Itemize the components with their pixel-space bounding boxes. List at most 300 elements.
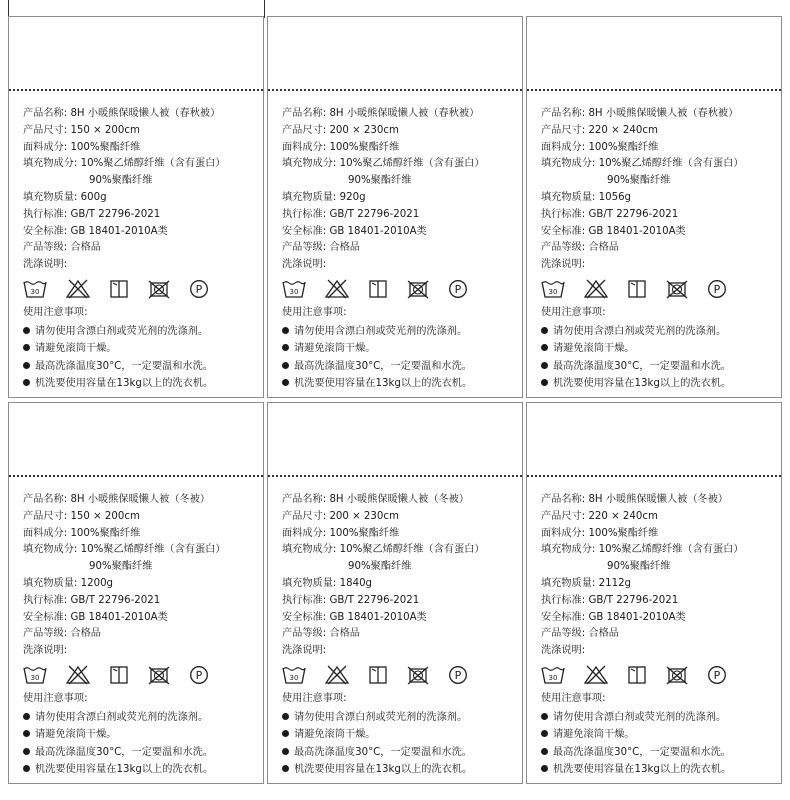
- list-item: [23, 324, 257, 341]
- bullet-icon: [23, 327, 30, 334]
- wash-30-icon: [541, 665, 565, 685]
- svg-text:30: 30: [30, 287, 40, 296]
- field-name: 产品名称:: [282, 108, 327, 119]
- no-bleach-icon: [584, 279, 608, 299]
- line-dry-icon: [109, 665, 129, 685]
- bullet-icon: [23, 379, 30, 386]
- svg-text:P: P: [195, 282, 203, 296]
- standard-row: [282, 207, 516, 224]
- field-filling: 填充物成分:: [282, 544, 337, 556]
- field-fabric: 面料成分:: [282, 527, 327, 539]
- field-grade-val: 合格品: [588, 242, 619, 254]
- bullet-icon: [541, 379, 548, 386]
- filling-row: [541, 542, 775, 559]
- bullet-icon: [541, 327, 548, 334]
- list-item: [23, 341, 257, 358]
- field-name: 产品名称:: [23, 494, 68, 505]
- field-filling: 填充物成分:: [23, 544, 78, 556]
- filling-weight-row: [541, 576, 775, 593]
- product-name-row: [23, 106, 257, 123]
- field-notes-title: 使用注意事项:: [282, 692, 347, 704]
- field-name-val: 8H 小暖熊保暖懒人被（冬被）: [588, 494, 729, 505]
- list-item: [23, 359, 257, 376]
- dry-clean-p-icon: [189, 279, 209, 299]
- safety-row: [541, 610, 775, 627]
- note-text: 请勿使用含漂白剂或荧光剂的洗涤剂。: [294, 325, 468, 337]
- bullet-icon: [23, 713, 30, 720]
- list-item: [282, 727, 516, 744]
- list-item: [23, 727, 257, 744]
- fabric-row: [23, 140, 257, 157]
- note-text: 机洗要使用容量在13kg以上的洗衣机。: [294, 763, 473, 775]
- line-dry-icon: [368, 665, 388, 685]
- field-standard: 执行标准:: [282, 594, 327, 606]
- note-text: 请避免滚筒干燥。: [35, 729, 117, 741]
- dry-clean-p-icon: [707, 665, 727, 685]
- field-filling-val2: 90%聚酯纤维: [348, 561, 412, 573]
- list-item: [282, 762, 516, 779]
- dotted-cut-line: [9, 89, 263, 91]
- note-text: 机洗要使用容量在13kg以上的洗衣机。: [35, 377, 214, 389]
- field-fabric: 面料成分:: [282, 141, 327, 153]
- notes-title: [282, 305, 516, 322]
- field-name: 产品名称:: [541, 494, 586, 505]
- field-standard-val: GB/T 22796-2021: [329, 208, 420, 220]
- label-content: [541, 492, 775, 779]
- svg-text:30: 30: [548, 287, 558, 296]
- bullet-icon: [282, 379, 289, 386]
- wash-30-icon: [23, 279, 47, 299]
- field-name-val: 8H 小暖熊保暖懒人被（冬被）: [70, 494, 211, 505]
- grade-row: [282, 240, 516, 257]
- bullet-icon: [282, 765, 289, 772]
- wash-30-icon: [541, 279, 565, 299]
- field-size-val: 200 × 230cm: [329, 124, 399, 136]
- filling-row-2: [23, 559, 257, 576]
- no-tumble-dry-icon: [148, 665, 170, 685]
- list-item: [23, 376, 257, 393]
- notes-list: [23, 710, 257, 780]
- notes-title: [23, 691, 257, 708]
- field-grade: 产品等级:: [541, 628, 586, 640]
- field-notes-title: 使用注意事项:: [541, 692, 606, 704]
- notes-list: [282, 710, 516, 780]
- notes-title: [541, 305, 775, 322]
- note-text: 请避免滚筒干燥。: [294, 343, 376, 355]
- list-item: [541, 710, 775, 727]
- field-fabric: 面料成分:: [541, 527, 586, 539]
- field-wash: 洗涤说明:: [23, 259, 68, 271]
- field-standard-val: GB/T 22796-2021: [70, 208, 161, 220]
- wash-instructions-title: [23, 643, 257, 660]
- product-size-row: [23, 509, 257, 526]
- care-symbols: [282, 662, 516, 688]
- field-grade-val: 合格品: [70, 628, 101, 640]
- field-grade: 产品等级:: [282, 242, 327, 254]
- bullet-icon: [23, 344, 30, 351]
- bullet-icon: [282, 362, 289, 369]
- filling-row: [282, 542, 516, 559]
- field-filling-val2: 90%聚酯纤维: [607, 561, 671, 573]
- care-label-4: [8, 402, 264, 784]
- product-name-row: [541, 492, 775, 509]
- filling-weight-row: [23, 190, 257, 207]
- no-bleach-icon: [66, 665, 90, 685]
- field-name-val: 8H 小暖熊保暖懒人被（春秋被）: [588, 108, 739, 119]
- field-filling-val1: 10%聚乙烯醇纤维（含有蛋白）: [339, 158, 485, 170]
- grade-row: [541, 626, 775, 643]
- no-bleach-icon: [325, 665, 349, 685]
- field-safety: 安全标准:: [541, 225, 586, 237]
- filling-row-2: [541, 173, 775, 190]
- svg-text:P: P: [713, 668, 721, 682]
- no-bleach-icon: [584, 665, 608, 685]
- field-size: 产品尺寸:: [282, 124, 327, 136]
- wash-30-icon: [282, 279, 306, 299]
- field-weight: 填充物质量:: [23, 577, 78, 589]
- wash-30-icon: [282, 665, 306, 685]
- svg-text:30: 30: [548, 673, 558, 682]
- care-label-2: [267, 16, 523, 398]
- field-filling: 填充物成分:: [23, 158, 78, 170]
- field-notes-title: 使用注意事项:: [282, 306, 347, 318]
- field-size-val: 220 × 240cm: [588, 510, 658, 522]
- no-bleach-icon: [66, 279, 90, 299]
- field-size: 产品尺寸:: [23, 124, 68, 136]
- notes-title: [282, 691, 516, 708]
- fabric-row: [541, 526, 775, 543]
- field-weight: 填充物质量:: [541, 191, 596, 203]
- field-filling: 填充物成分:: [541, 544, 596, 556]
- field-fabric-val: 100%聚酯纤维: [70, 527, 141, 539]
- safety-row: [23, 610, 257, 627]
- field-filling-val2: 90%聚酯纤维: [607, 175, 671, 187]
- grade-row: [23, 626, 257, 643]
- standard-row: [282, 593, 516, 610]
- bullet-icon: [23, 362, 30, 369]
- list-item: [541, 359, 775, 376]
- filling-row-2: [541, 559, 775, 576]
- field-fabric-val: 100%聚酯纤维: [329, 527, 400, 539]
- field-standard-val: GB/T 22796-2021: [70, 594, 161, 606]
- field-filling-val1: 10%聚乙烯醇纤维（含有蛋白）: [80, 544, 226, 556]
- standard-row: [541, 593, 775, 610]
- field-safety: 安全标准:: [282, 225, 327, 237]
- note-text: 最高洗涤温度30°C，一定要温和水洗。: [553, 746, 731, 758]
- bullet-icon: [541, 344, 548, 351]
- fabric-row: [282, 526, 516, 543]
- no-tumble-dry-icon: [407, 665, 429, 685]
- safety-row: [541, 224, 775, 241]
- field-wash: 洗涤说明:: [23, 645, 68, 657]
- filling-weight-row: [282, 190, 516, 207]
- label-content: [23, 492, 257, 779]
- field-grade: 产品等级:: [23, 628, 68, 640]
- field-grade: 产品等级:: [541, 242, 586, 254]
- care-label-6: [526, 402, 782, 784]
- field-safety: 安全标准:: [282, 611, 327, 623]
- bullet-icon: [541, 748, 548, 755]
- field-safety: 安全标准:: [23, 611, 68, 623]
- line-dry-icon: [627, 665, 647, 685]
- field-standard-val: GB/T 22796-2021: [588, 594, 679, 606]
- wash-instructions-title: [541, 257, 775, 274]
- list-item: [282, 324, 516, 341]
- product-size-row: [23, 123, 257, 140]
- label-content: [282, 106, 516, 393]
- notes-title: [541, 691, 775, 708]
- list-item: [282, 710, 516, 727]
- notes-list: [541, 324, 775, 394]
- field-fabric-val: 100%聚酯纤维: [588, 141, 659, 153]
- safety-row: [282, 224, 516, 241]
- dotted-cut-line: [268, 89, 522, 91]
- list-item: [282, 376, 516, 393]
- field-filling-val2: 90%聚酯纤维: [89, 175, 153, 187]
- field-filling: 填充物成分:: [282, 158, 337, 170]
- field-fabric: 面料成分:: [541, 141, 586, 153]
- care-symbols: [282, 276, 516, 302]
- bullet-icon: [23, 730, 30, 737]
- field-notes-title: 使用注意事项:: [23, 692, 88, 704]
- field-notes-title: 使用注意事项:: [23, 306, 88, 318]
- note-text: 请勿使用含漂白剂或荧光剂的洗涤剂。: [35, 711, 209, 723]
- bullet-icon: [541, 765, 548, 772]
- product-name-row: [282, 106, 516, 123]
- note-text: 请勿使用含漂白剂或荧光剂的洗涤剂。: [35, 325, 209, 337]
- field-grade-val: 合格品: [70, 242, 101, 254]
- bullet-icon: [282, 344, 289, 351]
- field-filling-val2: 90%聚酯纤维: [348, 175, 412, 187]
- field-name: 产品名称:: [282, 494, 327, 505]
- no-bleach-icon: [325, 279, 349, 299]
- wash-instructions-title: [23, 257, 257, 274]
- filling-row-2: [282, 173, 516, 190]
- list-item: [541, 762, 775, 779]
- field-filling-val1: 10%聚乙烯醇纤维（含有蛋白）: [598, 544, 744, 556]
- field-weight-val: 1056g: [598, 191, 632, 203]
- field-filling-val1: 10%聚乙烯醇纤维（含有蛋白）: [80, 158, 226, 170]
- field-weight-val: 600g: [80, 191, 107, 203]
- note-text: 请勿使用含漂白剂或荧光剂的洗涤剂。: [553, 325, 727, 337]
- field-fabric: 面料成分:: [23, 141, 68, 153]
- field-safety-val: GB 18401-2010A类: [329, 611, 427, 623]
- field-safety-val: GB 18401-2010A类: [588, 611, 686, 623]
- field-grade-val: 合格品: [329, 242, 360, 254]
- filling-weight-row: [541, 190, 775, 207]
- svg-text:30: 30: [289, 287, 299, 296]
- safety-row: [23, 224, 257, 241]
- grade-row: [541, 240, 775, 257]
- bullet-icon: [23, 765, 30, 772]
- list-item: [282, 359, 516, 376]
- field-name: 产品名称:: [23, 108, 68, 119]
- bullet-icon: [282, 730, 289, 737]
- line-dry-icon: [109, 279, 129, 299]
- list-item: [23, 710, 257, 727]
- care-label-1: [8, 16, 264, 398]
- field-weight: 填充物质量:: [282, 577, 337, 589]
- field-safety: 安全标准:: [541, 611, 586, 623]
- field-wash: 洗涤说明:: [541, 645, 586, 657]
- fabric-row: [541, 140, 775, 157]
- product-size-row: [541, 123, 775, 140]
- field-safety-val: GB 18401-2010A类: [588, 225, 686, 237]
- field-standard: 执行标准:: [541, 594, 586, 606]
- care-symbols: [541, 662, 775, 688]
- care-label-3: [526, 16, 782, 398]
- field-weight-val: 920g: [339, 191, 366, 203]
- field-size: 产品尺寸:: [541, 124, 586, 136]
- wash-instructions-title: [282, 257, 516, 274]
- field-weight-val: 1200g: [80, 577, 114, 589]
- field-filling: 填充物成分:: [541, 158, 596, 170]
- note-text: 最高洗涤温度30°C，一定要温和水洗。: [35, 746, 213, 758]
- dry-clean-p-icon: [448, 279, 468, 299]
- bullet-icon: [282, 713, 289, 720]
- filling-weight-row: [282, 576, 516, 593]
- field-weight: 填充物质量:: [23, 191, 78, 203]
- note-text: 最高洗涤温度30°C，一定要温和水洗。: [294, 746, 472, 758]
- no-tumble-dry-icon: [666, 665, 688, 685]
- list-item: [23, 745, 257, 762]
- svg-text:P: P: [713, 282, 721, 296]
- field-size: 产品尺寸:: [541, 510, 586, 522]
- list-item: [282, 341, 516, 358]
- note-text: 最高洗涤温度30°C，一定要温和水洗。: [294, 360, 472, 372]
- no-tumble-dry-icon: [148, 279, 170, 299]
- field-fabric: 面料成分:: [23, 527, 68, 539]
- field-standard: 执行标准:: [23, 208, 68, 220]
- dotted-cut-line: [527, 475, 781, 477]
- filling-row-2: [282, 559, 516, 576]
- field-size-val: 150 × 200cm: [70, 124, 140, 136]
- svg-text:P: P: [454, 668, 462, 682]
- fabric-row: [23, 526, 257, 543]
- note-text: 最高洗涤温度30°C，一定要温和水洗。: [553, 360, 731, 372]
- field-standard-val: GB/T 22796-2021: [329, 594, 420, 606]
- note-text: 请避免滚筒干燥。: [553, 343, 635, 355]
- standard-row: [23, 593, 257, 610]
- field-safety-val: GB 18401-2010A类: [70, 611, 168, 623]
- field-size-val: 220 × 240cm: [588, 124, 658, 136]
- list-item: [282, 745, 516, 762]
- filling-row: [23, 542, 257, 559]
- bullet-icon: [282, 327, 289, 334]
- filling-row: [541, 156, 775, 173]
- dotted-cut-line: [9, 475, 263, 477]
- field-weight-val: 1840g: [339, 577, 373, 589]
- dotted-cut-line: [268, 475, 522, 477]
- note-text: 请勿使用含漂白剂或荧光剂的洗涤剂。: [294, 711, 468, 723]
- bullet-icon: [282, 748, 289, 755]
- field-size-val: 200 × 230cm: [329, 510, 399, 522]
- no-tumble-dry-icon: [666, 279, 688, 299]
- svg-text:P: P: [195, 668, 203, 682]
- note-text: 最高洗涤温度30°C，一定要温和水洗。: [35, 360, 213, 372]
- no-tumble-dry-icon: [407, 279, 429, 299]
- standard-row: [541, 207, 775, 224]
- field-safety: 安全标准:: [23, 225, 68, 237]
- note-text: 机洗要使用容量在13kg以上的洗衣机。: [294, 377, 473, 389]
- dotted-cut-line: [527, 89, 781, 91]
- field-grade-val: 合格品: [588, 628, 619, 640]
- wash-instructions-title: [282, 643, 516, 660]
- field-filling-val2: 90%聚酯纤维: [89, 561, 153, 573]
- svg-text:30: 30: [30, 673, 40, 682]
- dry-clean-p-icon: [707, 279, 727, 299]
- field-standard: 执行标准:: [282, 208, 327, 220]
- field-weight: 填充物质量:: [541, 577, 596, 589]
- note-text: 机洗要使用容量在13kg以上的洗衣机。: [553, 763, 732, 775]
- list-item: [541, 324, 775, 341]
- notes-title: [23, 305, 257, 322]
- filling-weight-row: [23, 576, 257, 593]
- safety-row: [282, 610, 516, 627]
- care-label-5: [267, 402, 523, 784]
- svg-text:30: 30: [289, 673, 299, 682]
- bullet-icon: [541, 713, 548, 720]
- field-size: 产品尺寸:: [23, 510, 68, 522]
- note-text: 请避免滚筒干燥。: [553, 729, 635, 741]
- standard-row: [23, 207, 257, 224]
- field-name-val: 8H 小暖熊保暖懒人被（春秋被）: [329, 108, 480, 119]
- note-text: 请勿使用含漂白剂或荧光剂的洗涤剂。: [553, 711, 727, 723]
- field-fabric-val: 100%聚酯纤维: [329, 141, 400, 153]
- field-notes-title: 使用注意事项:: [541, 306, 606, 318]
- bullet-icon: [541, 730, 548, 737]
- care-symbols: [23, 662, 257, 688]
- field-size-val: 150 × 200cm: [70, 510, 140, 522]
- field-safety-val: GB 18401-2010A类: [329, 225, 427, 237]
- product-size-row: [541, 509, 775, 526]
- list-item: [541, 727, 775, 744]
- field-fabric-val: 100%聚酯纤维: [588, 527, 659, 539]
- product-name-row: [541, 106, 775, 123]
- wash-instructions-title: [541, 643, 775, 660]
- field-wash: 洗涤说明:: [282, 645, 327, 657]
- field-filling-val1: 10%聚乙烯醇纤维（含有蛋白）: [598, 158, 744, 170]
- line-dry-icon: [368, 279, 388, 299]
- field-standard: 执行标准:: [23, 594, 68, 606]
- note-text: 请避免滚筒干燥。: [294, 729, 376, 741]
- field-size: 产品尺寸:: [282, 510, 327, 522]
- line-dry-icon: [627, 279, 647, 299]
- field-wash: 洗涤说明:: [541, 259, 586, 271]
- fabric-row: [282, 140, 516, 157]
- label-content: [23, 106, 257, 393]
- dry-clean-p-icon: [189, 665, 209, 685]
- care-symbols: [23, 276, 257, 302]
- product-size-row: [282, 509, 516, 526]
- field-fabric-val: 100%聚酯纤维: [70, 141, 141, 153]
- list-item: [23, 762, 257, 779]
- field-wash: 洗涤说明:: [282, 259, 327, 271]
- field-name: 产品名称:: [541, 108, 586, 119]
- note-text: 机洗要使用容量在13kg以上的洗衣机。: [553, 377, 732, 389]
- wash-30-icon: [23, 665, 47, 685]
- notes-list: [23, 324, 257, 394]
- list-item: [541, 376, 775, 393]
- svg-text:P: P: [454, 282, 462, 296]
- bullet-icon: [541, 362, 548, 369]
- grade-row: [282, 626, 516, 643]
- field-standard: 执行标准:: [541, 208, 586, 220]
- dry-clean-p-icon: [448, 665, 468, 685]
- field-name-val: 8H 小暖熊保暖懒人被（冬被）: [329, 494, 470, 505]
- product-size-row: [282, 123, 516, 140]
- filling-row: [282, 156, 516, 173]
